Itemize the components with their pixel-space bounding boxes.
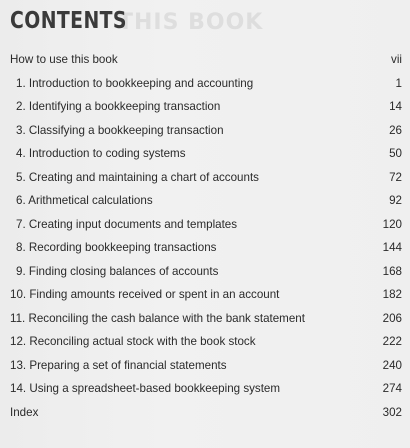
toc-entry-page: 144	[382, 241, 402, 254]
toc-entry	[10, 307, 402, 331]
toc-entry-page: 92	[389, 194, 402, 207]
toc-entry-page: 240	[382, 358, 402, 372]
toc-entry-page: 1	[395, 76, 402, 90]
toc-entry-label: 7. Creating input documents and templates	[16, 217, 238, 231]
toc-entry	[10, 260, 402, 284]
page-title: CONTENTS	[10, 8, 127, 34]
toc-entry	[10, 189, 402, 213]
toc-entry-label: 2. Identifying a bookkeeping transaction	[16, 100, 221, 113]
toc-entry	[10, 401, 402, 425]
toc-entry-label: 14. Using a spreadsheet-based bookkeeping system	[10, 382, 281, 395]
toc-entry-page: 26	[389, 123, 402, 137]
toc-entry-label: 8. Recording bookkeeping transactions	[16, 241, 217, 254]
toc-entry	[10, 95, 402, 119]
toc-entry-label: 11. Reconciling the cash balance with the bank statement	[10, 311, 305, 325]
toc-entry-page: 50	[389, 147, 402, 160]
toc-entry-page: 222	[382, 335, 402, 348]
toc-entry-page: 206	[382, 311, 402, 325]
toc-entry-label: 6. Arithmetical calculations	[16, 194, 153, 207]
toc-entry	[10, 119, 402, 143]
toc-entry-label: 12. Reconciling actual stock with the book stock	[10, 335, 256, 348]
toc-entry-page: 274	[382, 382, 402, 395]
toc-entry-page: 14	[389, 100, 402, 113]
toc-entry-page: 182	[382, 288, 402, 301]
toc-entry-label: 4. Introduction to coding systems	[16, 147, 186, 160]
toc-entry	[10, 166, 402, 190]
toc-entry-label: 1. Introduction to bookkeeping and accounting	[16, 76, 254, 90]
toc-entry-page: vii	[391, 53, 402, 66]
toc-entry	[10, 283, 402, 307]
toc-entry	[10, 142, 402, 166]
toc-entry	[10, 72, 402, 96]
toc-entry-label: 5. Creating and maintaining a chart of accounts	[16, 170, 259, 184]
toc-entry	[10, 236, 402, 260]
table-of-contents	[10, 48, 402, 424]
toc-entry-page: 120	[382, 217, 402, 231]
toc-entry-label: 10. Finding amounts received or spent in an account	[10, 288, 280, 301]
toc-entry	[10, 213, 402, 237]
toc-entry	[10, 354, 402, 378]
toc-entry	[10, 48, 402, 72]
toc-entry-label: 13. Preparing a set of financial statements	[10, 358, 227, 372]
toc-entry	[10, 330, 402, 354]
toc-entry-page: 72	[389, 170, 402, 184]
bleed-through-text: THIS BOOK	[118, 10, 264, 35]
toc-entry-label: Index	[10, 405, 39, 419]
toc-entry-page: 302	[382, 405, 402, 419]
toc-entry-label: 3. Classifying a bookkeeping transaction	[16, 123, 224, 137]
toc-entry-label: 9. Finding closing balances of accounts	[16, 264, 219, 278]
toc-entry-label: How to use this book	[10, 53, 118, 66]
toc-entry	[10, 377, 402, 401]
toc-entry-page: 168	[382, 264, 402, 278]
